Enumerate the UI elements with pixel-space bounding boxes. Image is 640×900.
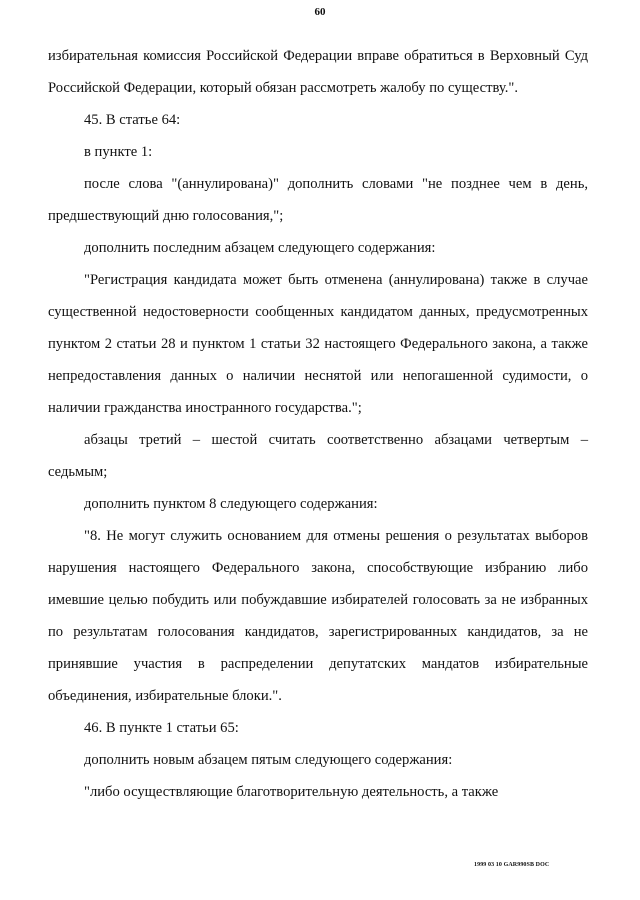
paragraph: дополнить новым абзацем пятым следующего содержания:: [84, 752, 453, 768]
paragraph: дополнить пунктом 8 следующего содержания:: [84, 496, 378, 512]
body-text: [48, 40, 588, 808]
paragraph: "Регистрация кандидата может быть отменена (аннулирована) также в случае существенной недостоверности сообщенных кандидатом данных, предусмотренных пунктом 2 статьи 28 и пунктом 1 статьи 32 настоящего Федерального закона, а также непредоставления данных о наличии неснятой или непогашенной судимости, о наличии гражданства иностранного государства.";: [48, 272, 588, 416]
paragraph: в пункте 1:: [84, 144, 153, 160]
paragraph: "либо осуществляющие благотворительную деятельность, а также: [84, 784, 499, 800]
page-number: 60: [314, 6, 326, 18]
document-footer-code: 1999 03 10 GAR990SB DOC: [474, 862, 550, 868]
paragraph: абзацы третий – шестой считать соответственно абзацами четвертым – седьмым;: [48, 432, 588, 480]
paragraph: дополнить последним абзацем следующего содержания:: [84, 240, 436, 256]
paragraph: 45. В статье 64:: [84, 112, 181, 128]
paragraph: 46. В пункте 1 статьи 65:: [84, 720, 239, 736]
paragraph: избирательная комиссия Российской Федерации вправе обратиться в Верховный Суд Российской Федерации, который обязан рассмотреть жалобу по существу.".: [48, 48, 588, 96]
paragraph: "8. Не могут служить основанием для отмены решения о результатах выборов нарушения настоящего Федерального закона, способствующие избранию либо имевшие целью побудить или побуждавшие избирателей голосовать за не избранных по результатам голосования кандидатов, зарегистрированных кандидатов, за не принявшие участия в распределении депутатских мандатов избирательные объединения, избирательные блоки.".: [48, 528, 588, 704]
paragraph: после слова "(аннулирована)" дополнить словами "не позднее чем в день, предшествующий дню голосования,";: [48, 176, 588, 224]
